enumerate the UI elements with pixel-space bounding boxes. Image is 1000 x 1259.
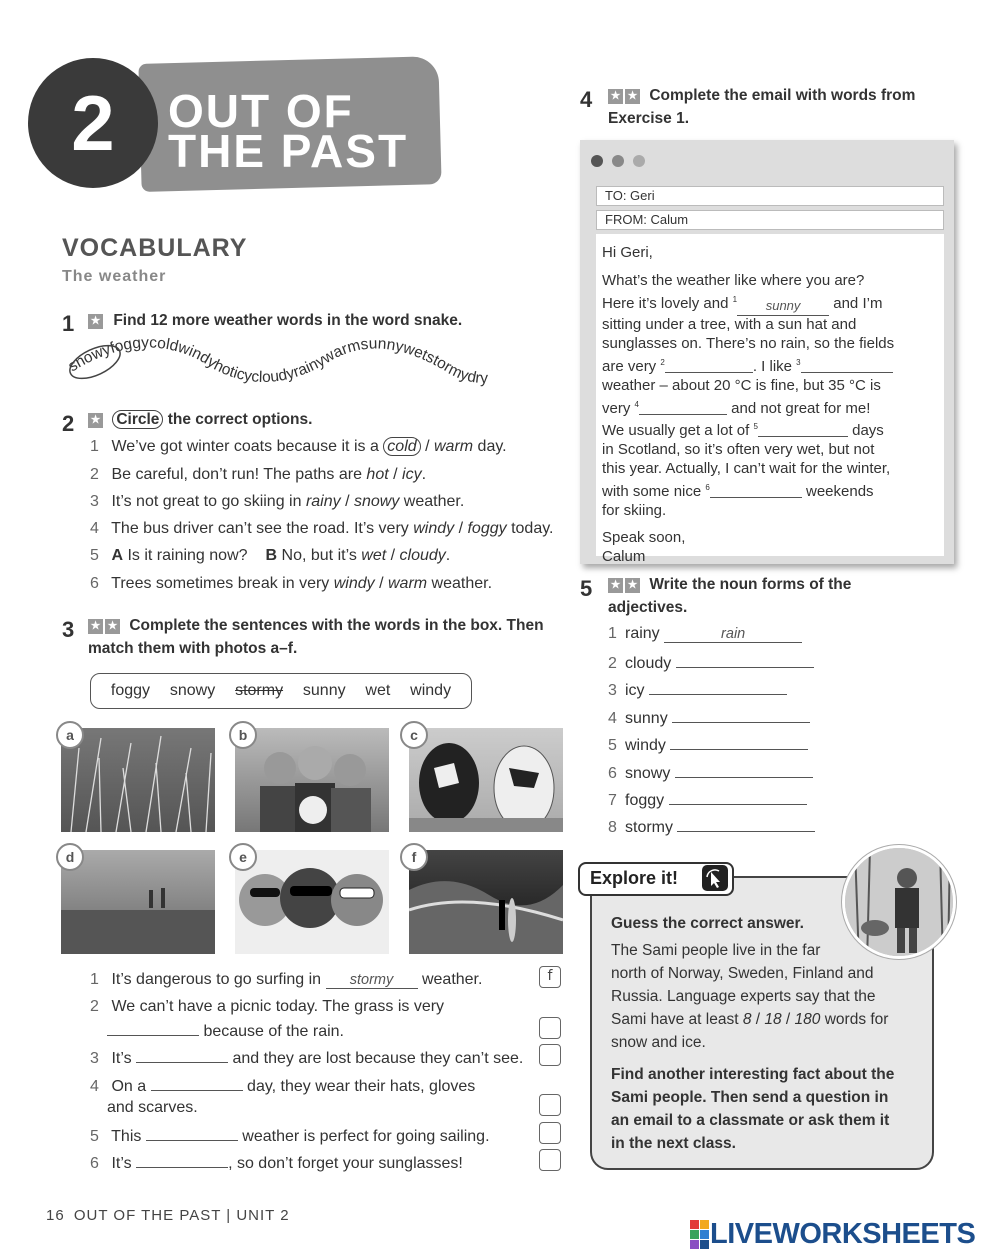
star-icon: ★ bbox=[608, 89, 623, 104]
ex4-title-line2: Exercise 1. bbox=[608, 110, 690, 127]
item-text: and they are lost because they can’t see. bbox=[228, 1050, 524, 1067]
separator: / bbox=[388, 466, 403, 483]
ex2-item bbox=[90, 492, 464, 512]
ex5-item bbox=[608, 652, 814, 674]
email-text: with some nice bbox=[602, 482, 706, 500]
ex3-sentence-2 bbox=[90, 997, 444, 1017]
gap-number: 4 bbox=[634, 399, 639, 409]
email-text: weekends bbox=[801, 482, 874, 500]
adjective: cloudy bbox=[625, 655, 672, 672]
match-box-2[interactable] bbox=[539, 1017, 561, 1039]
explore-tab-label: Explore it! bbox=[590, 868, 679, 888]
star-icon: ★ bbox=[608, 578, 623, 593]
ex2-title bbox=[88, 408, 312, 431]
sunglasses-kids-image bbox=[235, 850, 389, 954]
option-warm[interactable]: warm bbox=[388, 575, 428, 592]
item-number: 7 bbox=[608, 792, 617, 809]
separator: / bbox=[420, 438, 434, 455]
explore-text: Sami have at least bbox=[611, 1011, 743, 1028]
page-number: 16 bbox=[46, 1207, 65, 1224]
separator: / bbox=[454, 520, 468, 537]
email-line: weather – about 20 °C is fine, but 35 °C is bbox=[602, 376, 881, 394]
option-rainy[interactable]: rainy bbox=[305, 493, 341, 510]
match-box-6[interactable] bbox=[539, 1149, 561, 1171]
item-number: 4 bbox=[90, 1078, 99, 1095]
explore-paragraph: Sami have at least 8 / 18 / 180 words for bbox=[611, 1011, 889, 1028]
item-number: 2 bbox=[608, 655, 617, 672]
email-gap-2[interactable] bbox=[665, 359, 753, 373]
photo-b bbox=[235, 728, 389, 832]
item-text: It’s bbox=[111, 1155, 137, 1172]
ex3-sentence-4-line2: and scarves. bbox=[107, 1099, 198, 1116]
item-text: On a bbox=[111, 1078, 151, 1095]
email-signoff: Speak soon, bbox=[602, 529, 686, 547]
ex4-title-line1: Complete the email with words from bbox=[649, 87, 916, 104]
adjective: rainy bbox=[625, 625, 660, 642]
noun-answer-field[interactable]: rain bbox=[664, 626, 802, 643]
email-line: for skiing. bbox=[602, 501, 667, 519]
ex1-title-text: Find 12 more weather words in the word snake. bbox=[113, 312, 463, 329]
ex3-title-line2: match them with photos a–f. bbox=[88, 640, 298, 657]
noun-answer-field[interactable] bbox=[676, 652, 814, 668]
email-line: sunglasses on. There’s no rain, so the fields bbox=[602, 335, 895, 353]
cursor-click-icon bbox=[702, 865, 728, 891]
photo-e bbox=[235, 850, 389, 954]
unit-title-line1: OUT OF bbox=[168, 85, 354, 137]
item-text: day. bbox=[473, 438, 507, 455]
option-180[interactable]: 180 bbox=[794, 1011, 821, 1028]
item-number: 3 bbox=[90, 1050, 99, 1067]
email-line bbox=[602, 418, 938, 441]
ex3-sentence-2-line2 bbox=[107, 1020, 344, 1042]
window-dot-icon bbox=[612, 155, 624, 167]
explore-paragraph: Russia. Language experts say that the bbox=[611, 988, 876, 1005]
unit-title-line2: THE PAST bbox=[168, 125, 409, 177]
star-icon: ★ bbox=[88, 314, 103, 329]
gap-number: 5 bbox=[753, 422, 758, 432]
item-text: weather is perfect for going sailing. bbox=[237, 1128, 490, 1145]
option-foggy[interactable]: foggy bbox=[467, 520, 507, 537]
photo-label-b: b bbox=[229, 721, 257, 749]
item-number: 5 bbox=[90, 547, 99, 564]
item-number: 3 bbox=[90, 493, 99, 510]
item-number: 5 bbox=[608, 737, 617, 754]
gap-number: 1 bbox=[732, 294, 738, 304]
explore-paragraph: The Sami people live in the far bbox=[611, 942, 821, 959]
item-text: because of the rain. bbox=[199, 1023, 344, 1040]
item-text: . bbox=[445, 547, 451, 564]
item-number: 1 bbox=[90, 971, 99, 988]
ex2-item bbox=[90, 437, 507, 457]
email-line: in Scotland, so it’s often very wet, but not bbox=[602, 441, 875, 459]
star-icon: ★ bbox=[625, 89, 640, 104]
separator: / bbox=[386, 547, 400, 564]
ex5-item bbox=[608, 734, 808, 756]
ex5-item bbox=[608, 789, 807, 811]
gap-number: 3 bbox=[796, 357, 801, 367]
option-icy[interactable]: icy bbox=[402, 466, 422, 483]
option-cold[interactable]: cold bbox=[383, 437, 420, 456]
item-text: . bbox=[421, 466, 427, 483]
answer-field[interactable] bbox=[151, 1075, 243, 1091]
section-heading: VOCABULARY bbox=[62, 234, 248, 262]
ex3-sentence-5 bbox=[90, 1125, 490, 1147]
match-box-5[interactable] bbox=[539, 1122, 561, 1144]
email-text: are very bbox=[602, 357, 661, 375]
liveworksheets-logo-icon bbox=[690, 1220, 710, 1250]
option-8[interactable]: 8 bbox=[742, 1011, 752, 1028]
word-windy: windy bbox=[410, 682, 452, 699]
item-number: 8 bbox=[608, 819, 617, 836]
match-box-4[interactable] bbox=[539, 1094, 561, 1116]
word-stormy: stormy bbox=[235, 682, 284, 699]
noun-answer-field[interactable] bbox=[669, 789, 807, 805]
speaker-a: A bbox=[111, 547, 124, 564]
ex1-number: 1 bbox=[62, 311, 75, 336]
option-warm[interactable]: warm bbox=[434, 438, 474, 455]
footer-text: OUT OF THE PAST | UNIT 2 bbox=[73, 1207, 290, 1224]
email-text: and not great for me! bbox=[726, 399, 871, 417]
page-footer bbox=[46, 1207, 290, 1224]
photo-label-f: f bbox=[400, 843, 428, 871]
item-number: 5 bbox=[90, 1128, 99, 1145]
item-number: 3 bbox=[608, 682, 617, 699]
ex5-title bbox=[608, 573, 851, 596]
sami-person-image bbox=[845, 848, 956, 959]
match-box-1[interactable]: f bbox=[539, 966, 561, 988]
item-text: It’s bbox=[111, 1050, 137, 1067]
star-icon: ★ bbox=[88, 619, 103, 634]
email-text: days bbox=[847, 422, 884, 440]
ex2-item bbox=[90, 574, 492, 594]
email-text: . I like bbox=[752, 357, 797, 375]
email-gap-1[interactable]: sunny bbox=[737, 297, 829, 317]
window-dot-icon bbox=[591, 155, 603, 167]
email-body bbox=[596, 234, 944, 566]
photo-a bbox=[61, 728, 215, 832]
item-text: It’s dangerous to go surfing in bbox=[111, 971, 326, 988]
email-line bbox=[602, 354, 938, 377]
adjective: sunny bbox=[625, 710, 668, 727]
liveworksheets-logo[interactable] bbox=[690, 1218, 975, 1251]
explore-tab bbox=[578, 862, 734, 896]
item-number: 2 bbox=[90, 998, 99, 1015]
email-gap-3[interactable] bbox=[801, 359, 893, 373]
sailing-boats-image bbox=[409, 728, 563, 832]
ex2-item bbox=[90, 465, 426, 485]
photo-d bbox=[61, 850, 215, 954]
option-windy[interactable]: windy bbox=[333, 575, 375, 592]
explore-task: in the next class. bbox=[611, 1135, 736, 1152]
ex2-number: 2 bbox=[62, 411, 75, 436]
frosty-grass-image bbox=[61, 728, 215, 832]
ex5-title-line2: adjectives. bbox=[608, 599, 688, 616]
answer-field[interactable]: stormy bbox=[326, 972, 418, 989]
ex2-item bbox=[90, 546, 450, 566]
answer-field[interactable] bbox=[146, 1125, 238, 1141]
noun-answer-field[interactable] bbox=[672, 707, 810, 723]
option-snowy[interactable]: snowy bbox=[353, 493, 400, 510]
explore-paragraph: north of Norway, Sweden, Finland and bbox=[611, 965, 874, 982]
ex5-item bbox=[608, 707, 810, 729]
item-text: weather. bbox=[427, 575, 493, 592]
photo-label-a: a bbox=[56, 721, 84, 749]
email-greeting: Hi Geri, bbox=[602, 244, 653, 261]
ex4-title bbox=[608, 84, 915, 107]
section-subheading: The weather bbox=[62, 268, 167, 285]
gap-number: 6 bbox=[705, 482, 710, 492]
item-text: day, they wear their hats, gloves bbox=[242, 1078, 476, 1095]
adjective: windy bbox=[625, 737, 666, 754]
email-line: this year. Actually, I can’t wait for the winter, bbox=[602, 459, 891, 477]
separator: / bbox=[340, 493, 354, 510]
option-windy[interactable]: windy bbox=[413, 520, 455, 537]
liveworksheets-logo-text: LIVEWORKSHEETS bbox=[710, 1218, 976, 1250]
ex2-title-rest: the correct options. bbox=[163, 411, 313, 428]
option-hot[interactable]: hot bbox=[366, 466, 389, 483]
email-text: and I’m bbox=[829, 294, 883, 312]
adjective: stormy bbox=[625, 819, 673, 836]
explore-paragraph: snow and ice. bbox=[611, 1034, 706, 1051]
item-text: Is it raining now? bbox=[123, 547, 248, 564]
match-box-3[interactable] bbox=[539, 1044, 561, 1066]
word-snake bbox=[62, 330, 562, 400]
email-line bbox=[602, 479, 938, 502]
email-gap-5[interactable] bbox=[758, 423, 848, 437]
gap-number: 2 bbox=[660, 357, 665, 367]
item-text: It’s not great to go skiing in bbox=[111, 493, 306, 510]
ex3-sentence-6 bbox=[90, 1152, 463, 1174]
email-line: What’s the weather like where you are? bbox=[602, 271, 865, 289]
ex3-title-line1: Complete the sentences with the words in the box. Then bbox=[129, 617, 544, 634]
item-number: 6 bbox=[90, 1155, 99, 1172]
star-icon: ★ bbox=[105, 619, 120, 634]
email-to: TO: Geri bbox=[596, 186, 944, 206]
explore-text: words for bbox=[820, 1011, 889, 1028]
item-number: 6 bbox=[90, 575, 99, 592]
item-text: This bbox=[111, 1128, 146, 1145]
option-cloudy[interactable]: cloudy bbox=[399, 547, 446, 564]
star-icon: ★ bbox=[625, 578, 640, 593]
item-number: 4 bbox=[608, 710, 617, 727]
ex1-title bbox=[88, 309, 462, 332]
item-number: 1 bbox=[608, 625, 617, 642]
foggy-people-image bbox=[61, 850, 215, 954]
email-text: Here it’s lovely and bbox=[602, 294, 733, 312]
unit-number: 2 bbox=[28, 58, 158, 188]
item-text: Trees sometimes break in very bbox=[111, 575, 334, 592]
email-signature: Calum bbox=[602, 548, 646, 566]
adjective: foggy bbox=[625, 792, 665, 809]
item-text: today. bbox=[506, 520, 554, 537]
ex4-number: 4 bbox=[580, 87, 593, 112]
ex3-sentence-1 bbox=[90, 970, 482, 990]
ex5-item bbox=[608, 816, 815, 838]
word-foggy: foggy bbox=[110, 682, 151, 699]
email-text: We usually get a lot of bbox=[602, 422, 754, 440]
email-text: very bbox=[602, 399, 635, 417]
ex5-title-line1: Write the noun forms of the bbox=[649, 576, 852, 593]
star-icon: ★ bbox=[88, 413, 103, 428]
explore-question-heading: Guess the correct answer. bbox=[611, 915, 804, 932]
sami-person-photo bbox=[842, 845, 956, 959]
word-snowy: snowy bbox=[169, 682, 216, 699]
email-gap-4[interactable] bbox=[639, 401, 727, 415]
children-snow-image bbox=[235, 728, 389, 832]
word-wet: wet bbox=[365, 682, 391, 699]
adjective: snowy bbox=[625, 765, 671, 782]
photo-c bbox=[409, 728, 563, 832]
ex3-sentence-4 bbox=[90, 1075, 475, 1097]
option-wet[interactable]: wet bbox=[361, 547, 387, 564]
word-snake-path: snowyfoggycoldwindyhoticycloudyrainywarmsunnywetstormydry bbox=[65, 334, 489, 388]
noun-answer-field[interactable] bbox=[670, 734, 808, 750]
noun-answer-field[interactable] bbox=[677, 816, 815, 832]
ex3-sentence-3 bbox=[90, 1047, 523, 1069]
answer-field[interactable] bbox=[136, 1152, 228, 1168]
circle-word: Circle bbox=[112, 410, 163, 429]
item-text: Be careful, don’t run! The paths are bbox=[111, 466, 367, 483]
explore-task: an email to a classmate or ask them it bbox=[611, 1112, 890, 1129]
separator: / bbox=[374, 575, 388, 592]
explore-task: Sami people. Then send a question in bbox=[611, 1089, 889, 1106]
noun-answer-field[interactable] bbox=[675, 762, 813, 778]
word-snake-text bbox=[65, 334, 488, 387]
item-text: No, but it’s bbox=[277, 547, 362, 564]
email-line: sitting under a tree, with a sun hat and bbox=[602, 316, 857, 334]
ex5-item bbox=[608, 679, 787, 701]
item-text: , so don’t forget your sunglasses! bbox=[228, 1155, 463, 1172]
word-sunny: sunny bbox=[302, 682, 346, 699]
photo-label-d: d bbox=[56, 843, 84, 871]
ex3-title bbox=[88, 614, 544, 637]
explore-task: Find another interesting fact about the bbox=[611, 1066, 895, 1083]
ex5-item bbox=[608, 762, 813, 784]
stormy-surfer-image bbox=[409, 850, 563, 954]
email-line bbox=[602, 291, 938, 317]
speaker-b: B bbox=[265, 547, 278, 564]
email-line bbox=[602, 396, 938, 419]
email-from: FROM: Calum bbox=[596, 210, 944, 230]
photo-label-c: c bbox=[400, 721, 428, 749]
item-text: weather. bbox=[399, 493, 465, 510]
item-text: We’ve got winter coats because it is a bbox=[111, 438, 384, 455]
item-number: 1 bbox=[90, 438, 99, 455]
word-box bbox=[90, 673, 472, 709]
window-dot-icon bbox=[633, 155, 645, 167]
option-18[interactable]: 18 bbox=[764, 1011, 782, 1028]
adjective: icy bbox=[625, 682, 645, 699]
photo-f bbox=[409, 850, 563, 954]
photo-label-e: e bbox=[229, 843, 257, 871]
email-gap-6[interactable] bbox=[710, 484, 802, 498]
item-number: 2 bbox=[90, 466, 99, 483]
ex5-item bbox=[608, 624, 802, 644]
ex2-item bbox=[90, 519, 553, 539]
item-number: 6 bbox=[608, 765, 617, 782]
ex5-number: 5 bbox=[580, 576, 593, 601]
ex3-number: 3 bbox=[62, 617, 75, 642]
item-number: 4 bbox=[90, 520, 99, 537]
noun-answer-field[interactable] bbox=[649, 679, 787, 695]
answer-field[interactable] bbox=[136, 1047, 228, 1063]
item-text: The bus driver can’t see the road. It’s very bbox=[111, 520, 414, 537]
answer-field[interactable] bbox=[107, 1020, 199, 1036]
item-text: weather. bbox=[417, 971, 483, 988]
item-text: We can’t have a picnic today. The grass is very bbox=[111, 998, 445, 1015]
